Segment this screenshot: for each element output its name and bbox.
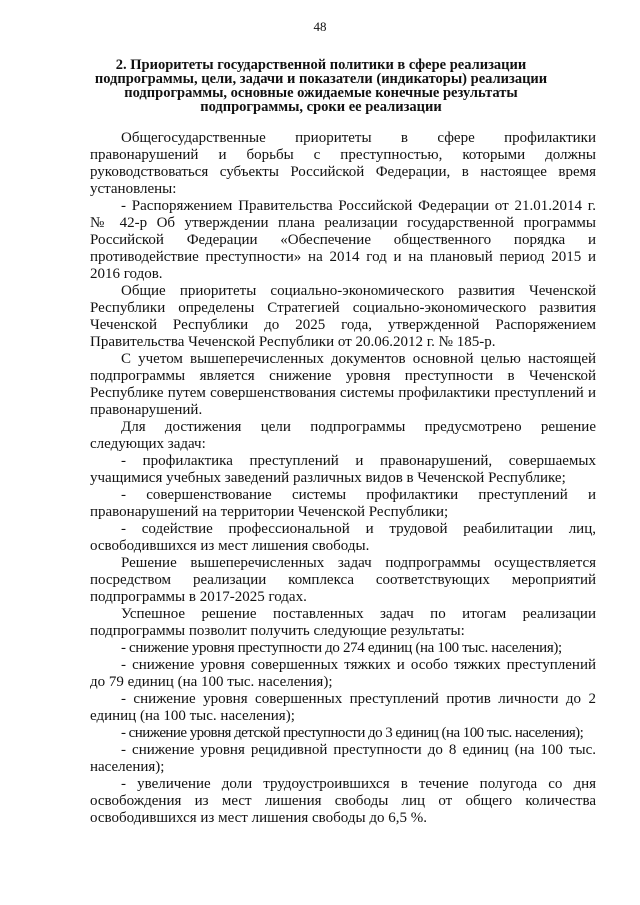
result-item: - снижение уровня преступности до 274 единиц (на 100 тыс. населения);	[121, 640, 562, 656]
paragraph-tasks-intro: Для достижения цели подпрограммы предусмотрено решение следующих задач:	[90, 419, 596, 452]
section-heading: 2. Приоритеты государственной политики в сфере реализации подпрограммы, цели, задачи и показатели (индикаторы) реализации подпрограммы, основные ожидаемые конечные результаты подпрограммы, сроки ее реализации	[94, 57, 548, 115]
paragraph-priorities-intro: Общегосударственные приоритеты в сфере профилактики правонарушений и борьбы с преступностью, которыми должны руководствоваться субъекты Российской Федерации, в настоящее время установлены:	[90, 130, 596, 197]
result-item: - увеличение доли трудоустроившихся в течение полугода со дня освобождения из мест лишения свободы лиц от общего количества освободившихся из мест лишения свободы до 6,5 %.	[90, 776, 596, 826]
task-item: - профилактика преступлений и правонарушений, совершаемых учащимися учебных заведений различных видов в Чеченской Республике;	[90, 453, 596, 486]
paragraph-implementation: Решение вышеперечисленных задач подпрограммы осуществляется посредством реализации комплекса соответствующих мероприятий подпрограммы в 2017-2025 годах.	[90, 555, 596, 605]
result-item: - снижение уровня рецидивной преступности до 8 единиц (на 100 тыс. населения);	[90, 742, 596, 775]
page-number: 48	[313, 19, 327, 34]
result-item: - снижение уровня совершенных преступлений против личности до 2 единиц (на 100 тыс. населения);	[90, 691, 596, 724]
task-item: - совершенствование системы профилактики преступлений и правонарушений на территории Чеченской Республики;	[90, 487, 596, 520]
task-item: - содействие профессиональной и трудовой реабилитации лиц, освободившихся из мест лишения свободы.	[90, 521, 596, 554]
result-item: - снижение уровня совершенных тяжких и особо тяжких преступлений до 79 единиц (на 100 тыс. населения);	[90, 657, 596, 690]
document-body	[90, 130, 596, 827]
paragraph-regional-strategy: Общие приоритеты социально-экономического развития Чеченской Республики определены Стратегией социально-экономического развития Чеченской Республики до 2025 года, утвержденной Распоряжением Правительства Чеченской Республики от 20.06.2012 г. № 185-р.	[90, 283, 596, 350]
paragraph-main-goal: С учетом вышеперечисленных документов основной целью настоящей подпрограммы является снижение уровня преступности в Чеченской Республике путем совершенствования системы профилактики преступлений и правонарушений.	[90, 351, 596, 418]
paragraph-government-order: - Распоряжением Правительства Российской Федерации от 21.01.2014 г. № 42-р Об утверждении плана реализации государственной программы Российской Федерации «Обеспечение общественного порядка и противодействие преступности» на 2014 год и на плановый период 2015 и 2016 годов.	[90, 198, 596, 282]
paragraph-results-intro: Успешное решение поставленных задач по итогам реализации подпрограммы позволит получить следующие результаты:	[90, 606, 596, 639]
result-item: - снижение уровня детской преступности до 3 единиц (на 100 тыс. населения);	[121, 725, 584, 741]
